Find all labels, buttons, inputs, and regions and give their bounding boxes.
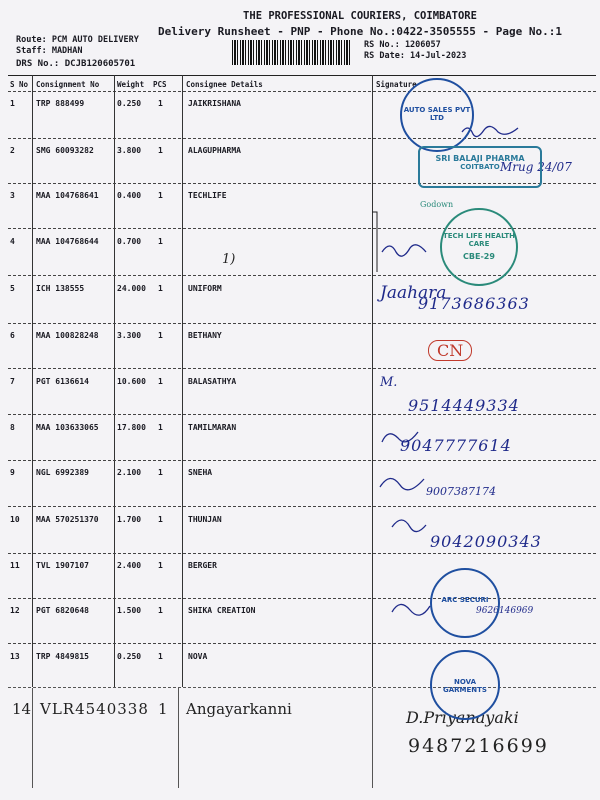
row-weight: 0.250 — [117, 652, 142, 661]
hand-consignment: VLR4540338 — [40, 700, 149, 718]
row4-mark: 1) — [222, 252, 236, 267]
row-consignee: THUNJAN — [188, 515, 222, 524]
row-consignment: MAA 570251370 — [36, 515, 99, 524]
row-pcs: 1 — [158, 331, 163, 340]
row-pcs: 1 — [158, 191, 163, 200]
row-pcs: 1 — [158, 284, 163, 293]
hand-signature-name: D.Priyanayaki — [406, 708, 519, 727]
row-pcs: 1 — [158, 468, 163, 477]
stamp-alagu-sub: COITBATO — [460, 163, 500, 171]
bracket-mark — [372, 212, 377, 272]
staff-label: Staff: MADHAN — [16, 46, 83, 56]
stamp-alagu-text: SRI BALAJI PHARMA — [435, 154, 525, 163]
runsheet-title: Delivery Runsheet - PNP - Phone No.:0422-3505555 - Page No.:1 — [158, 25, 562, 38]
row7-name: M. — [380, 375, 398, 390]
table-top-rule — [8, 75, 596, 76]
stamp-techlife-sub: CBE-29 — [463, 252, 495, 261]
row-consignment: PGT 6820648 — [36, 606, 89, 615]
row12-phone: 9626146969 — [476, 606, 534, 616]
rs-date: RS Date: 14-Jul-2023 — [364, 51, 467, 61]
col-divider — [32, 75, 33, 687]
row-sno: 2 — [10, 146, 15, 155]
row-pcs: 1 — [158, 146, 163, 155]
row-sno: 6 — [10, 331, 15, 340]
row-weight: 3.800 — [117, 146, 142, 155]
row-sno: 12 — [10, 606, 20, 615]
row-consignee: BETHANY — [188, 331, 222, 340]
row-sno: 4 — [10, 237, 15, 246]
row-consignment: TVL 1907107 — [36, 561, 89, 570]
col-header-consignee: Consignee Details — [186, 80, 263, 89]
signature-12 — [392, 604, 430, 615]
drs-number: DRS No.: DCJB120605701 — [16, 59, 136, 69]
row2-sign: Mrug 24/07 — [500, 160, 572, 174]
row-consignment: MAA 104768644 — [36, 237, 99, 246]
row-consignment: MAA 100828248 — [36, 331, 99, 340]
col-header-signature: Signature — [376, 80, 417, 89]
signature-3 — [382, 245, 426, 256]
stamp-alagu — [418, 146, 542, 188]
row-pcs: 1 — [158, 606, 163, 615]
row-pcs: 1 — [158, 423, 163, 432]
row-consignment: SMG 60093282 — [36, 146, 94, 155]
row-pcs: 1 — [158, 652, 163, 661]
row-pcs: 1 — [158, 377, 163, 386]
stamp-techlife-text: TECH LIFE HEALTH CARE — [442, 232, 516, 248]
row9-phone: 9007387174 — [426, 485, 496, 498]
stamp-berger — [430, 568, 500, 638]
row5-name: Jaahara — [380, 283, 447, 303]
col-header-sno: S No — [10, 80, 29, 89]
row-weight: 17.800 — [117, 423, 146, 432]
row-weight: 3.300 — [117, 331, 142, 340]
row-weight: 1.700 — [117, 515, 142, 524]
signature-10 — [392, 520, 426, 532]
hand-signature-phone: 9487216699 — [408, 735, 549, 757]
rs-number: RS No.: 1206057 — [364, 40, 441, 50]
row6-mark: CN — [428, 340, 472, 361]
row-consignee: BERGER — [188, 561, 217, 570]
row-consignment: PGT 6136614 — [36, 377, 89, 386]
hand-sno: 14 — [12, 700, 32, 718]
row-sno: 11 — [10, 561, 20, 570]
row-weight: 1.500 — [117, 606, 142, 615]
col-header-pcs: PCS — [153, 80, 167, 89]
row-consignee: TECHLIFE — [188, 191, 227, 200]
row-sno: 10 — [10, 515, 20, 524]
hand-divider — [32, 688, 33, 788]
signature-9 — [380, 478, 424, 489]
row5-phone: 9173686363 — [418, 294, 530, 313]
row-pcs: 1 — [158, 561, 163, 570]
hand-divider — [178, 688, 179, 788]
row-pcs: 1 — [158, 515, 163, 524]
row-consignment: NGL 6992389 — [36, 468, 89, 477]
stamp-nova-text: NOVA GARMENTS — [443, 678, 487, 694]
hand-consignee: Angayarkanni — [186, 700, 292, 718]
row8-phone: 9047777614 — [400, 436, 512, 455]
row-weight: 0.250 — [117, 99, 142, 108]
row-consignee: TAMILMARAN — [188, 423, 237, 432]
row7-phone: 9514449334 — [408, 396, 520, 415]
row-sno: 9 — [10, 468, 15, 477]
row-consignee: SHIKA CREATION — [188, 606, 256, 615]
row-sno: 1 — [10, 99, 15, 108]
row-consignee: NOVA — [188, 652, 208, 661]
signature-8 — [382, 432, 418, 442]
company-title: THE PROFESSIONAL COURIERS, COIMBATORE — [243, 10, 477, 22]
hand-pcs: 1 — [158, 700, 168, 718]
row-consignee: ALAGUPHARMA — [188, 146, 241, 155]
route-label: Route: PCM AUTO DELIVERY — [16, 35, 139, 45]
row-sno: 7 — [10, 377, 15, 386]
stamp-techlife — [440, 208, 518, 286]
col-header-consignment: Consignment No — [36, 80, 100, 89]
stamp-techlife-top: Godown — [420, 200, 454, 209]
row-weight: 24.000 — [117, 284, 146, 293]
row-consignment: ICH 138555 — [36, 284, 85, 293]
col-header-weight: Weight — [117, 80, 145, 89]
row-consignment: TRP 4849815 — [36, 652, 89, 661]
row-sno: 8 — [10, 423, 15, 432]
row-pcs: 1 — [158, 237, 163, 246]
row-consignment: MAA 104768641 — [36, 191, 99, 200]
stamp-berger-text: ARC SECURI — [441, 596, 489, 604]
barcode — [232, 40, 352, 65]
col-divider — [182, 75, 183, 687]
row-weight: 0.700 — [117, 237, 142, 246]
row-pcs: 1 — [158, 99, 163, 108]
row-sno: 5 — [10, 284, 15, 293]
stamp-nova — [430, 650, 500, 720]
stamp-auto-sales — [400, 78, 474, 152]
row-sno: 3 — [10, 191, 15, 200]
stamp-auto-sales-text: AUTO SALES PVT LTD — [403, 106, 471, 122]
row-consignee: JAIKRISHANA — [188, 99, 241, 108]
row-sno: 13 — [10, 652, 20, 661]
row-consignee: SNEHA — [188, 468, 213, 477]
row-consignment: MAA 103633065 — [36, 423, 99, 432]
row-weight: 2.400 — [117, 561, 142, 570]
hand-divider — [372, 688, 373, 788]
row-consignment: TRP 888499 — [36, 99, 85, 108]
row-weight: 10.600 — [117, 377, 146, 386]
row-weight: 0.400 — [117, 191, 142, 200]
row10-phone: 9042090343 — [430, 532, 542, 551]
row-consignee: UNIFORM — [188, 284, 222, 293]
col-divider — [114, 75, 115, 687]
row-weight: 2.100 — [117, 468, 142, 477]
row-consignee: BALASATHYA — [188, 377, 237, 386]
